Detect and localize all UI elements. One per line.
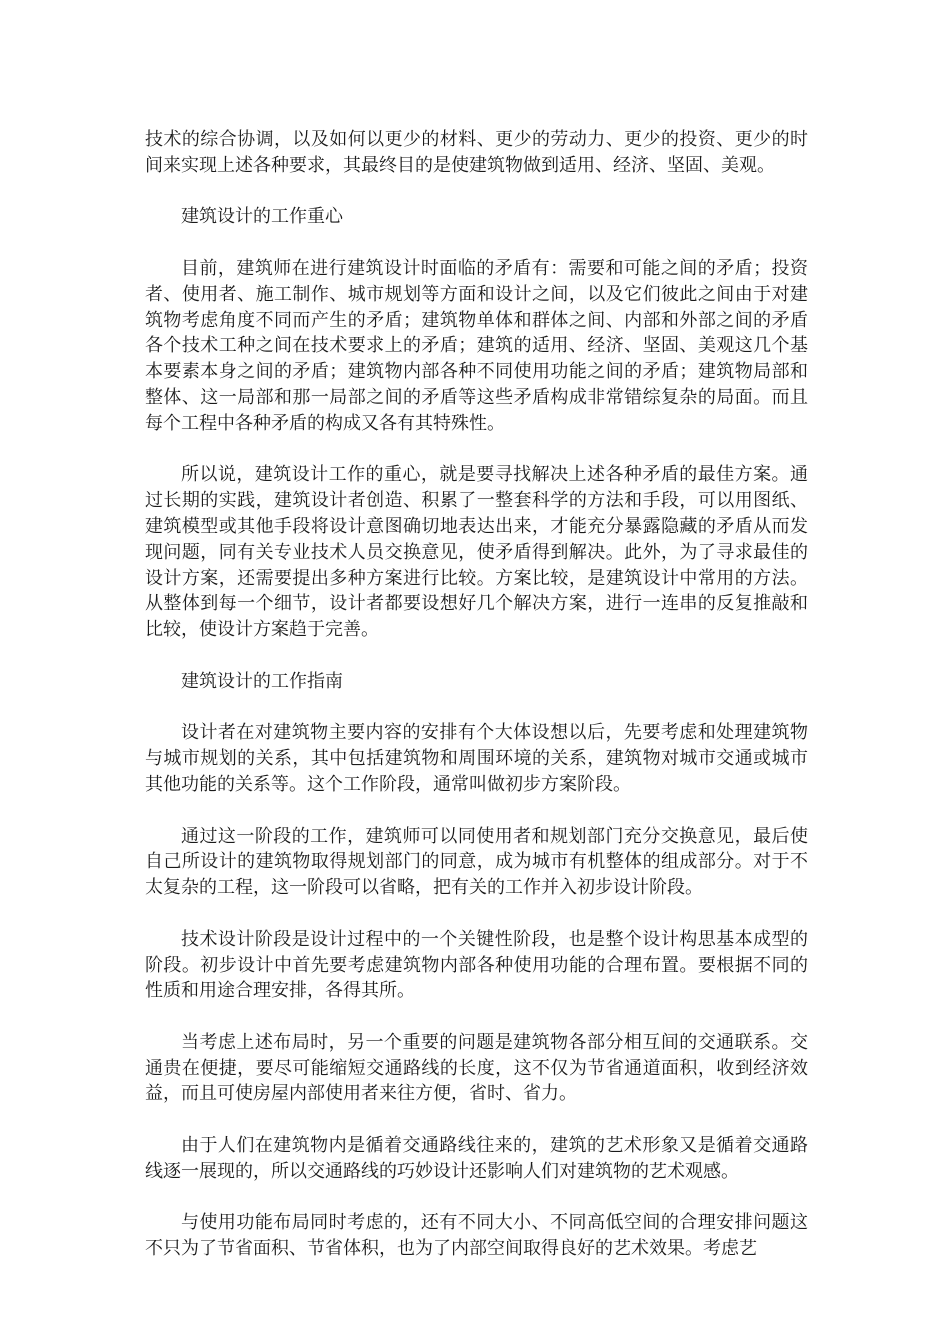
paragraph-design-focus: 所以说，建筑设计工作的重心，就是要寻找解决上述各种矛盾的最佳方案。通过长期的实践，建筑设计者创造、积累了一整套科学的方法和手段，可以用图纸、建筑模型或其他手段将设计意图确切地表达出来，才能充分暴露隐藏的矛盾从而发现问题，同有关专业技术人员交换意见，使矛盾得到解决。此外，为了寻求最佳的设计方案，还需要提出多种方案进行比较。方案比较，是建筑设计中常用的方法。从整体到每一个细节，设计者都要设想好几个解决方案，进行一连串的反复推敲和比较，使设计方案趋于完善。 (145, 464, 808, 641)
paragraph-circulation-art: 由于人们在建筑物内是循着交通路线往来的，建筑的艺术形象又是循着交通路线逐一展现的，所以交通路线的巧妙设计还影响人们对建筑物的艺术观感。 (145, 1135, 808, 1182)
paragraph-intro: 技术的综合协调，以及如何以更少的材料、更少的劳动力、更少的投资、更少的时间来实现上述各种要求，其最终目的是使建筑物做到适用、经济、坚固、美观。 (145, 129, 808, 176)
section-heading-focus: 建筑设计的工作重心 (181, 206, 343, 228)
paragraph-preliminary-scheme: 设计者在对建筑物主要内容的安排有个大体设想以后，先要考虑和处理建筑物与城市规划的关系，其中包括建筑物和周围环境的关系，建筑物对城市交通或城市其他功能的关系等。这个工作阶段，通常叫做初步方案阶段。 (145, 722, 808, 795)
paragraph-communication: 通过这一阶段的工作，建筑师可以同使用者和规划部门充分交换意见，最后使自己所设计的建筑物取得规划部门的同意，成为城市有机整体的组成部分。对于不太复杂的工程，这一阶段可以省略，把有关的工作并入初步设计阶段。 (145, 825, 808, 899)
paragraph-contradictions: 目前，建筑师在进行建筑设计时面临的矛盾有：需要和可能之间的矛盾；投资者、使用者、施工制作、城市规划等方面和设计之间，以及它们彼此之间由于对建筑物考虑角度不同而产生的矛盾；建筑物单体和群体之间、内部和外部之间的矛盾各个技术工种之间在技术要求上的矛盾；建筑的适用、经济、坚固、美观这几个基本要素本身之间的矛盾；建筑物内部各种不同使用功能之间的矛盾；建筑物局部和整体、这一局部和那一局部之间的矛盾等这些矛盾构成非常错综复杂的局面。而且每个工程中各种矛盾的构成又各有其特殊性。 (145, 257, 808, 434)
paragraph-technical-design: 技术设计阶段是设计过程中的一个关键性阶段，也是整个设计构思基本成型的阶段。初步设计中首先要考虑建筑物内部各种使用功能的合理布置。要根据不同的性质和用途合理安排，各得其所。 (145, 928, 808, 1002)
paragraph-circulation: 当考虑上述布局时，另一个重要的问题是建筑物各部分相互间的交通联系。交通贵在便捷，要尽可能缩短交通路线的长度，这不仅为节省通道面积，收到经济效益，而且可使房屋内部使用者来往方便，省时、省力。 (145, 1031, 808, 1105)
paragraph-space-arrangement: 与使用功能布局同时考虑的，还有不同大小、不同高低空间的合理安排问题这不只为了节省面积、节省体积，也为了内部空间取得良好的艺术效果。考虑艺 (145, 1212, 808, 1260)
document-page (145, 127, 808, 1288)
section-heading-guide: 建筑设计的工作指南 (181, 670, 343, 692)
